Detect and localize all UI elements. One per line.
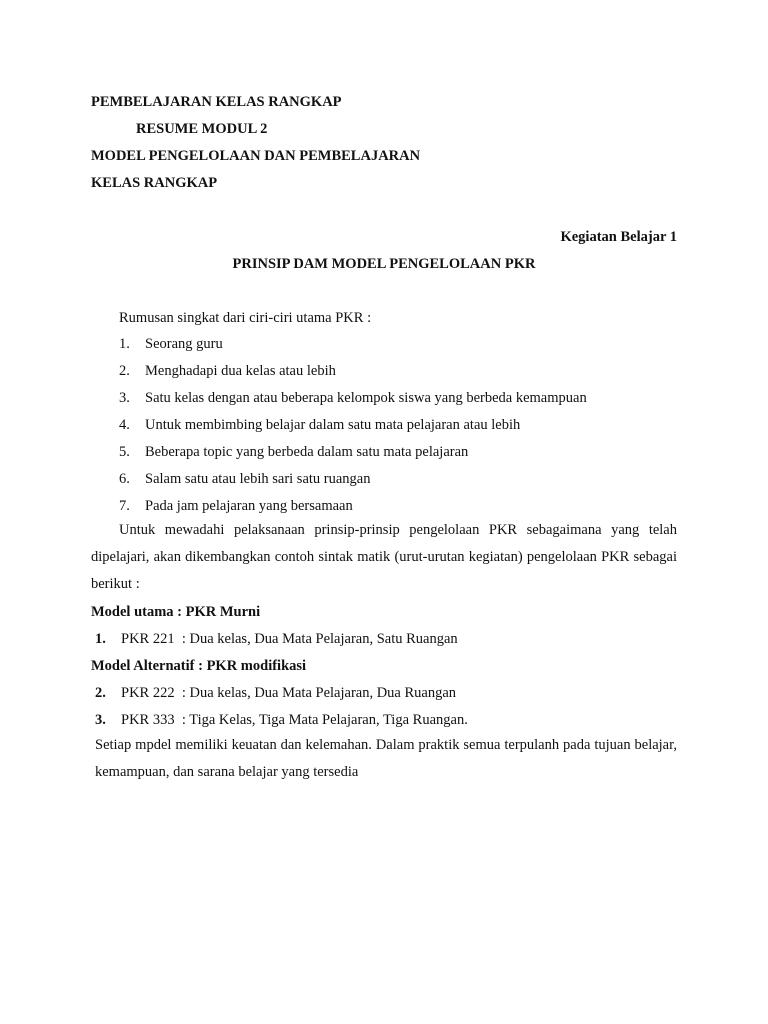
- model-number: 3.: [95, 712, 106, 728]
- list-item: [119, 498, 353, 515]
- list-item: [119, 471, 371, 488]
- header-line-3: MODEL PENGELOLAAN DAN PEMBELAJARAN: [91, 148, 421, 164]
- model-desc: : Tiga Kelas, Tiga Mata Pelajaran, Tiga Ruangan.: [181, 712, 468, 728]
- model-code: PKR 222: [121, 685, 175, 701]
- model-number: 1.: [95, 631, 106, 647]
- model-alternatif-heading: Model Alternatif : PKR modifikasi: [91, 658, 307, 674]
- list-text: Seorang guru: [145, 336, 223, 352]
- list-text: Beberapa topic yang berbeda dalam satu mata pelajaran: [145, 444, 469, 460]
- intro-text: Rumusan singkat dari ciri-ciri utama PKR :: [119, 310, 372, 326]
- list-item: [119, 444, 468, 461]
- paragraph-sintak: Untuk mewadahi pelaksanaan prinsip-prinsip pengelolaan PKR sebagaimana yang telah dipelajari, akan dikembangkan contoh sintak matik (urut-urutan kegiatan) pengelolaan PKR sebagai berikut :: [91, 522, 677, 592]
- list-number: 6.: [119, 471, 130, 487]
- list-number: 7.: [119, 498, 130, 514]
- model-desc: : Dua kelas, Dua Mata Pelajaran, Satu Ruangan: [181, 631, 458, 647]
- list-number: 2.: [119, 363, 130, 379]
- model-item: [95, 712, 468, 729]
- list-text: Pada jam pelajaran yang bersamaan: [145, 498, 353, 514]
- kegiatan-label: Kegiatan Belajar 1: [560, 229, 677, 245]
- list-text: Salam satu atau lebih sari satu ruangan: [145, 471, 371, 487]
- list-item: [119, 390, 587, 407]
- model-item: [95, 685, 456, 702]
- header-line-1: PEMBELAJARAN KELAS RANGKAP: [91, 94, 342, 110]
- model-code: PKR 333: [121, 712, 175, 728]
- model-desc: : Dua kelas, Dua Mata Pelajaran, Dua Ruangan: [181, 685, 457, 701]
- model-code: PKR 221: [121, 631, 175, 647]
- paragraph-conclusion: Setiap mpdel memiliki keuatan dan kelemahan. Dalam praktik semua terpulanh pada tujuan belajar, kemampuan, dan sarana belajar yang tersedia: [95, 737, 677, 780]
- header-line-4: KELAS RANGKAP: [91, 175, 218, 191]
- list-number: 4.: [119, 417, 130, 433]
- list-number: 5.: [119, 444, 130, 460]
- model-item: [95, 631, 458, 648]
- list-text: Menghadapi dua kelas atau lebih: [145, 363, 336, 379]
- header-line-2: RESUME MODUL 2: [136, 121, 268, 137]
- list-item: [119, 336, 223, 353]
- model-utama-heading: Model utama : PKR Murni: [91, 604, 261, 620]
- list-text: Untuk membimbing belajar dalam satu mata pelajaran atau lebih: [145, 417, 521, 433]
- list-item: [119, 363, 336, 380]
- list-item: [119, 417, 520, 434]
- model-number: 2.: [95, 685, 106, 701]
- list-text: Satu kelas dengan atau beberapa kelompok siswa yang berbeda kemampuan: [145, 390, 587, 406]
- list-number: 1.: [119, 336, 130, 352]
- list-number: 3.: [119, 390, 130, 406]
- section-title: PRINSIP DAM MODEL PENGELOLAAN PKR: [232, 256, 536, 272]
